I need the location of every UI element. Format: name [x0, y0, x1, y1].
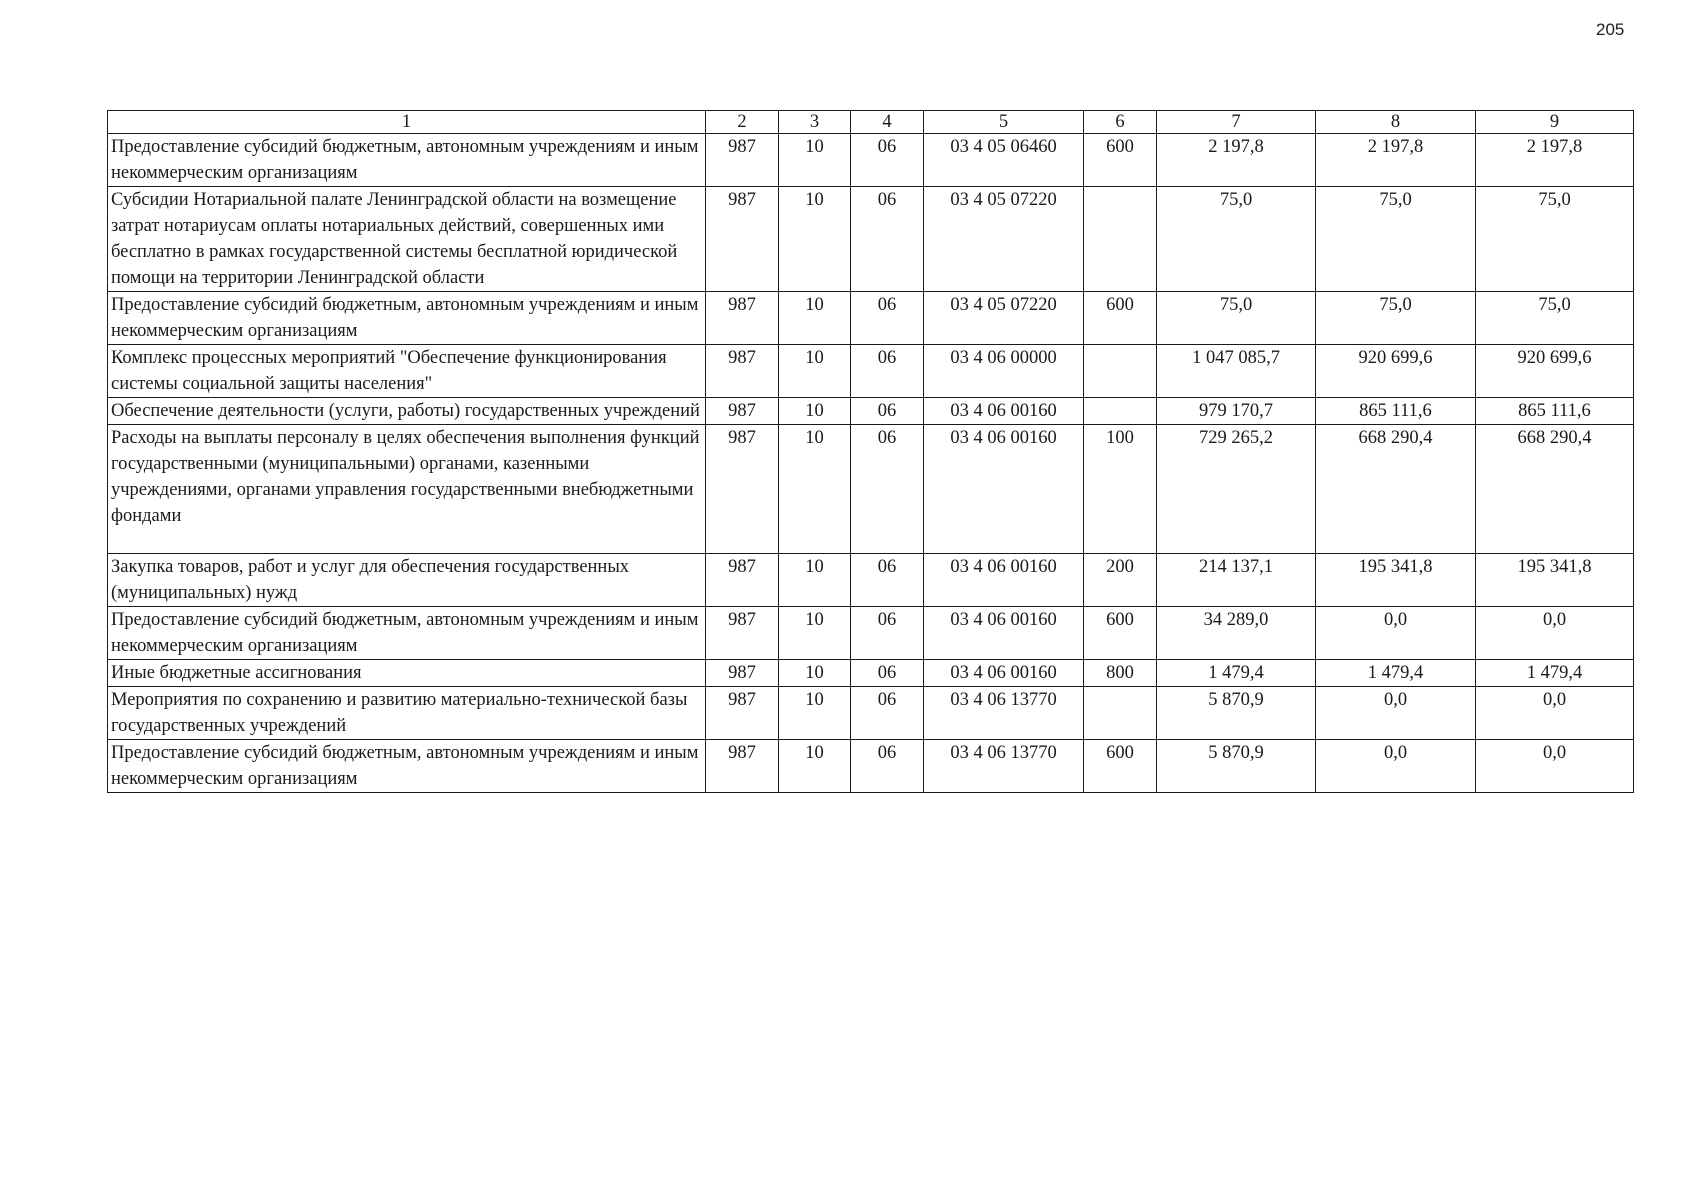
cell-amount-1: 5 870,9: [1157, 687, 1316, 740]
cell-amount-1: 2 197,8: [1157, 134, 1316, 187]
column-header: 8: [1316, 111, 1476, 134]
row-name: Предоставление субсидий бюджетным, автономным учреждениям и иным некоммерческим организациям: [108, 292, 706, 345]
row-name: Предоставление субсидий бюджетным, автономным учреждениям и иным некоммерческим организациям: [108, 740, 706, 793]
cell-section: 10: [779, 345, 851, 398]
table-row: [108, 660, 1634, 687]
cell-expense-type: [1084, 398, 1157, 425]
cell-target-article: 03 4 06 00160: [924, 554, 1084, 607]
row-name: Закупка товаров, работ и услуг для обеспечения государственных (муниципальных) нужд: [108, 554, 706, 607]
column-header: 5: [924, 111, 1084, 134]
column-header: 6: [1084, 111, 1157, 134]
cell-amount-1: 34 289,0: [1157, 607, 1316, 660]
cell-amount-2: 75,0: [1316, 187, 1476, 292]
cell-amount-3: 920 699,6: [1476, 345, 1634, 398]
cell-subsection: 06: [851, 292, 924, 345]
table-row: [108, 687, 1634, 740]
cell-ministry: 987: [706, 554, 779, 607]
cell-section: 10: [779, 187, 851, 292]
cell-ministry: 987: [706, 687, 779, 740]
cell-amount-2: 920 699,6: [1316, 345, 1476, 398]
cell-target-article: 03 4 06 00160: [924, 425, 1084, 554]
cell-section: 10: [779, 740, 851, 793]
cell-amount-3: 2 197,8: [1476, 134, 1634, 187]
table-row: [108, 134, 1634, 187]
row-name: Иные бюджетные ассигнования: [108, 660, 706, 687]
cell-section: 10: [779, 292, 851, 345]
cell-ministry: 987: [706, 134, 779, 187]
cell-amount-1: 979 170,7: [1157, 398, 1316, 425]
cell-amount-1: 75,0: [1157, 292, 1316, 345]
cell-expense-type: 200: [1084, 554, 1157, 607]
cell-subsection: 06: [851, 425, 924, 554]
row-name: Мероприятия по сохранению и развитию материально-технической базы государственных учреждений: [108, 687, 706, 740]
cell-amount-3: 195 341,8: [1476, 554, 1634, 607]
cell-target-article: 03 4 06 00160: [924, 398, 1084, 425]
table-row: [108, 740, 1634, 793]
cell-amount-3: 0,0: [1476, 740, 1634, 793]
table-row: [108, 292, 1634, 345]
cell-amount-1: 5 870,9: [1157, 740, 1316, 793]
cell-expense-type: [1084, 687, 1157, 740]
cell-section: 10: [779, 398, 851, 425]
budget-table: [107, 110, 1634, 793]
cell-amount-1: 1 479,4: [1157, 660, 1316, 687]
page-number: 205: [1596, 20, 1625, 39]
row-name: Комплекс процессных мероприятий "Обеспечение функционирования системы социальной защиты населения": [108, 345, 706, 398]
cell-expense-type: 100: [1084, 425, 1157, 554]
cell-amount-2: 865 111,6: [1316, 398, 1476, 425]
cell-subsection: 06: [851, 134, 924, 187]
cell-target-article: 03 4 05 06460: [924, 134, 1084, 187]
cell-amount-2: 0,0: [1316, 740, 1476, 793]
cell-section: 10: [779, 554, 851, 607]
cell-subsection: 06: [851, 660, 924, 687]
table-row: [108, 187, 1634, 292]
table-row: [108, 607, 1634, 660]
cell-target-article: 03 4 05 07220: [924, 187, 1084, 292]
cell-section: 10: [779, 660, 851, 687]
row-name: Обеспечение деятельности (услуги, работы) государственных учреждений: [108, 398, 706, 425]
cell-subsection: 06: [851, 554, 924, 607]
cell-amount-2: 75,0: [1316, 292, 1476, 345]
cell-amount-2: 668 290,4: [1316, 425, 1476, 554]
cell-section: 10: [779, 134, 851, 187]
cell-section: 10: [779, 607, 851, 660]
cell-amount-2: 195 341,8: [1316, 554, 1476, 607]
cell-amount-2: 0,0: [1316, 607, 1476, 660]
table-header-row: [108, 111, 1634, 134]
cell-amount-3: 75,0: [1476, 292, 1634, 345]
cell-expense-type: 600: [1084, 134, 1157, 187]
cell-subsection: 06: [851, 345, 924, 398]
cell-subsection: 06: [851, 687, 924, 740]
cell-amount-1: 75,0: [1157, 187, 1316, 292]
cell-amount-3: 0,0: [1476, 607, 1634, 660]
cell-target-article: 03 4 06 00000: [924, 345, 1084, 398]
cell-target-article: 03 4 05 07220: [924, 292, 1084, 345]
cell-expense-type: [1084, 187, 1157, 292]
row-name: Предоставление субсидий бюджетным, автономным учреждениям и иным некоммерческим организациям: [108, 607, 706, 660]
cell-target-article: 03 4 06 13770: [924, 687, 1084, 740]
cell-ministry: 987: [706, 187, 779, 292]
table-row: [108, 345, 1634, 398]
cell-amount-1: 1 047 085,7: [1157, 345, 1316, 398]
cell-amount-3: 668 290,4: [1476, 425, 1634, 554]
cell-expense-type: 600: [1084, 607, 1157, 660]
cell-amount-3: 75,0: [1476, 187, 1634, 292]
cell-ministry: 987: [706, 740, 779, 793]
table-row: [108, 398, 1634, 425]
cell-amount-3: 865 111,6: [1476, 398, 1634, 425]
column-header: 2: [706, 111, 779, 134]
row-name: Предоставление субсидий бюджетным, автономным учреждениям и иным некоммерческим организациям: [108, 134, 706, 187]
cell-ministry: 987: [706, 425, 779, 554]
cell-amount-3: 0,0: [1476, 687, 1634, 740]
cell-ministry: 987: [706, 398, 779, 425]
table-row: [108, 554, 1634, 607]
column-header: 3: [779, 111, 851, 134]
cell-expense-type: 600: [1084, 740, 1157, 793]
cell-expense-type: 600: [1084, 292, 1157, 345]
cell-amount-3: 1 479,4: [1476, 660, 1634, 687]
cell-amount-2: 0,0: [1316, 687, 1476, 740]
table-row: [108, 425, 1634, 554]
cell-ministry: 987: [706, 292, 779, 345]
cell-target-article: 03 4 06 13770: [924, 740, 1084, 793]
column-header: 9: [1476, 111, 1634, 134]
cell-amount-1: 214 137,1: [1157, 554, 1316, 607]
cell-target-article: 03 4 06 00160: [924, 607, 1084, 660]
cell-expense-type: [1084, 345, 1157, 398]
cell-subsection: 06: [851, 607, 924, 660]
row-name: Расходы на выплаты персоналу в целях обеспечения выполнения функций государственными (муниципальными) органами, казенными учреждениями, органами управления государственными внебюджетными фондами: [108, 425, 706, 554]
cell-ministry: 987: [706, 660, 779, 687]
cell-ministry: 987: [706, 607, 779, 660]
cell-subsection: 06: [851, 740, 924, 793]
column-header: 1: [108, 111, 706, 134]
cell-amount-2: 2 197,8: [1316, 134, 1476, 187]
cell-amount-1: 729 265,2: [1157, 425, 1316, 554]
cell-target-article: 03 4 06 00160: [924, 660, 1084, 687]
cell-section: 10: [779, 425, 851, 554]
cell-expense-type: 800: [1084, 660, 1157, 687]
cell-subsection: 06: [851, 398, 924, 425]
cell-ministry: 987: [706, 345, 779, 398]
row-name: Субсидии Нотариальной палате Ленинградской области на возмещение затрат нотариусам оплаты нотариальных действий, совершенных ими бесплатно в рамках государственной системы бесплатной юридической помощи на территории Ленинградской области: [108, 187, 706, 292]
cell-subsection: 06: [851, 187, 924, 292]
column-header: 4: [851, 111, 924, 134]
column-header: 7: [1157, 111, 1316, 134]
cell-amount-2: 1 479,4: [1316, 660, 1476, 687]
cell-section: 10: [779, 687, 851, 740]
